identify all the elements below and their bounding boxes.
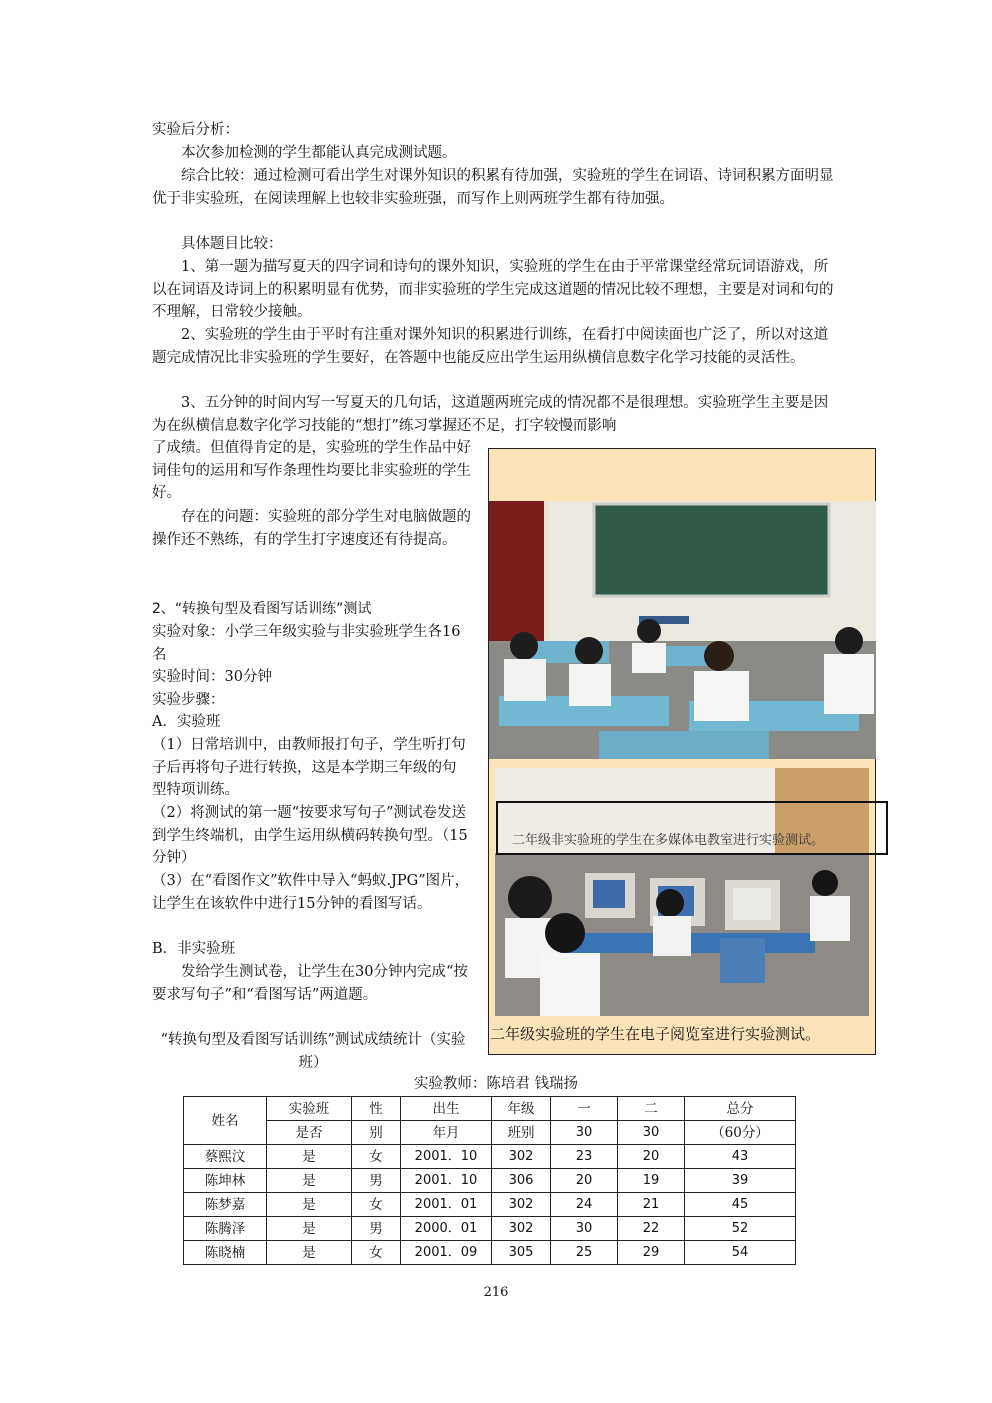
cell-gender: 女 — [352, 1145, 401, 1169]
cell-q1: 23 — [551, 1145, 618, 1169]
analysis-p4: 1、第一题为描写夏天的四字词和诗句的课外知识，实验班的学生在由于平常课堂经常玩词语游戏，所以在词语及诗词上的积累明显有优势，而非实验班的学生完成这道题的情况比较不理想，主要是对词和句的不理解，日常较少接触。 — [152, 259, 834, 321]
cell-total: 54 — [685, 1241, 796, 1265]
cell-class: 306 — [492, 1169, 551, 1193]
header-experimental-2: 是否 — [267, 1121, 352, 1145]
cell-q2: 22 — [618, 1217, 685, 1241]
caption-non-experimental: 二年级非实验班的学生在多媒体电教室进行实验测试。 — [512, 833, 825, 848]
header-birth-2: 年月 — [401, 1121, 492, 1145]
cell-gender: 女 — [352, 1193, 401, 1217]
cell-name: 蔡熙汶 — [184, 1145, 267, 1169]
table-row — [184, 1169, 796, 1193]
test2-a2: （2）将测试的第一题“按要求写句子”测试卷发送到学生终端机，由学生运用纵横码转换句型。（15分钟） — [152, 805, 468, 867]
header-q2-2: 30 — [618, 1121, 685, 1145]
header-gender-2: 别 — [352, 1121, 401, 1145]
header-total: 总分 — [685, 1097, 796, 1121]
cell-class: 302 — [492, 1193, 551, 1217]
cell-name: 陈晓楠 — [184, 1241, 267, 1265]
cell-q1: 30 — [551, 1217, 618, 1241]
cell-total: 39 — [685, 1169, 796, 1193]
analysis-p6-continued: 了成绩。但值得肯定的是，实验班的学生作品中好词佳句的运用和写作条理性均要比非实验班的学生好。 — [152, 440, 471, 502]
cell-total: 45 — [685, 1193, 796, 1217]
cell-q2: 19 — [618, 1169, 685, 1193]
header-q1-2: 30 — [551, 1121, 618, 1145]
cell-experimental: 是 — [267, 1169, 352, 1193]
test2-subjects: 实验对象：小学三年级实验与非实验班学生各16名 — [152, 624, 461, 663]
test2-title: 2、“转换句型及看图写话训练”测试 — [152, 601, 372, 617]
table-header-row — [184, 1097, 796, 1121]
cell-gender: 女 — [352, 1241, 401, 1265]
cell-q1: 20 — [551, 1169, 618, 1193]
test2-a1: （1）日常培训中，由教师报打句子，学生听打句子后再将句子进行转换，这是本学期三年级的句型特项训练。 — [152, 737, 466, 799]
header-class: 年级 — [492, 1097, 551, 1121]
cell-class: 302 — [492, 1145, 551, 1169]
cell-experimental: 是 — [267, 1193, 352, 1217]
cell-birth: 2000．01 — [401, 1217, 492, 1241]
analysis-p3: 具体题目比较： — [181, 236, 283, 252]
cell-experimental: 是 — [267, 1241, 352, 1265]
header-experimental: 实验班 — [267, 1097, 352, 1121]
cell-gender: 男 — [352, 1217, 401, 1241]
cell-q2: 29 — [618, 1241, 685, 1265]
header-name: 姓名 — [184, 1097, 267, 1145]
classroom-photo — [489, 501, 876, 759]
table-row — [184, 1193, 796, 1217]
cell-name: 陈坤林 — [184, 1169, 267, 1193]
test2-b1: 发给学生测试卷，让学生在30分钟内完成“按要求写句子”和“看图写话”两道题。 — [152, 964, 468, 1003]
test2-steps: 实验步骤： — [152, 692, 225, 708]
header-gender: 性 — [352, 1097, 401, 1121]
cell-experimental: 是 — [267, 1145, 352, 1169]
cell-q1: 24 — [551, 1193, 618, 1217]
cell-name: 陈梦嘉 — [184, 1193, 267, 1217]
cell-class: 305 — [492, 1241, 551, 1265]
test2-time: 实验时间：30分钟 — [152, 669, 272, 685]
test2-a3: （3）在“看图作文”软件中导入“蚂蚁.JPG”图片，让学生在该软件中进行15分钟的看图写话。 — [152, 873, 470, 912]
header-total-2: （60分） — [685, 1121, 796, 1145]
analysis-p2: 综合比较：通过检测可看出学生对课外知识的积累有待加强，实验班的学生在词语、诗词积累方面明显优于非实验班，在阅读理解上也较非实验班强，而写作上则两班学生都有待加强。 — [152, 168, 834, 207]
caption-experimental: 二年级实验班的学生在电子阅览室进行实验测试。 — [490, 1025, 821, 1043]
cell-q2: 21 — [618, 1193, 685, 1217]
cell-gender: 男 — [352, 1169, 401, 1193]
table-title: “转换句型及看图写话训练”测试成绩统计（实验班） — [160, 1032, 466, 1071]
cell-birth: 2001．01 — [401, 1193, 492, 1217]
header-class-2: 班别 — [492, 1121, 551, 1145]
test2-b-heading: B．非实验班 — [152, 941, 236, 957]
table-row — [184, 1217, 796, 1241]
cell-birth: 2001．10 — [401, 1169, 492, 1193]
cell-total: 52 — [685, 1217, 796, 1241]
header-q2: 二 — [618, 1097, 685, 1121]
test2-a-heading: A．实验班 — [152, 714, 221, 730]
analysis-p7: 存在的问题：实验班的部分学生对电脑做题的操作还不熟练，有的学生打字速度还有待提高。 — [152, 509, 471, 548]
page-number: 216 — [483, 1285, 509, 1300]
header-birth: 出生 — [401, 1097, 492, 1121]
cell-birth: 2001．09 — [401, 1241, 492, 1265]
table-row — [184, 1145, 796, 1169]
cell-total: 43 — [685, 1145, 796, 1169]
header-q1: 一 — [551, 1097, 618, 1121]
table-header-row-2 — [184, 1121, 796, 1145]
cell-q1: 25 — [551, 1241, 618, 1265]
analysis-p5: 2、实验班的学生由于平时有注重对课外知识的积累进行训练，在看打中阅读面也广泛了，所以对这道题完成情况比非实验班的学生要好，在答题中也能反应出学生运用纵横信息数字化学习技能的灵活性。 — [152, 327, 829, 366]
cell-birth: 2001．10 — [401, 1145, 492, 1169]
analysis-p1: 本次参加检测的学生都能认真完成测试题。 — [181, 145, 457, 161]
teachers-line: 实验教师：陈培君 钱瑞扬 — [413, 1076, 579, 1092]
cell-experimental: 是 — [267, 1217, 352, 1241]
analysis-p6: 3、五分钟的时间内写一写夏天的几句话，这道题两班完成的情况都不是很理想。实验班学生主要是因为在纵横信息数字化学习技能的“想打”练习掌握还不足，打字较慢而影响 — [152, 395, 829, 434]
table-row — [184, 1241, 796, 1265]
analysis-heading: 实验后分析： — [152, 122, 239, 138]
cell-name: 陈腾泽 — [184, 1217, 267, 1241]
cell-q2: 20 — [618, 1145, 685, 1169]
score-table — [183, 1096, 796, 1265]
cell-class: 302 — [492, 1217, 551, 1241]
